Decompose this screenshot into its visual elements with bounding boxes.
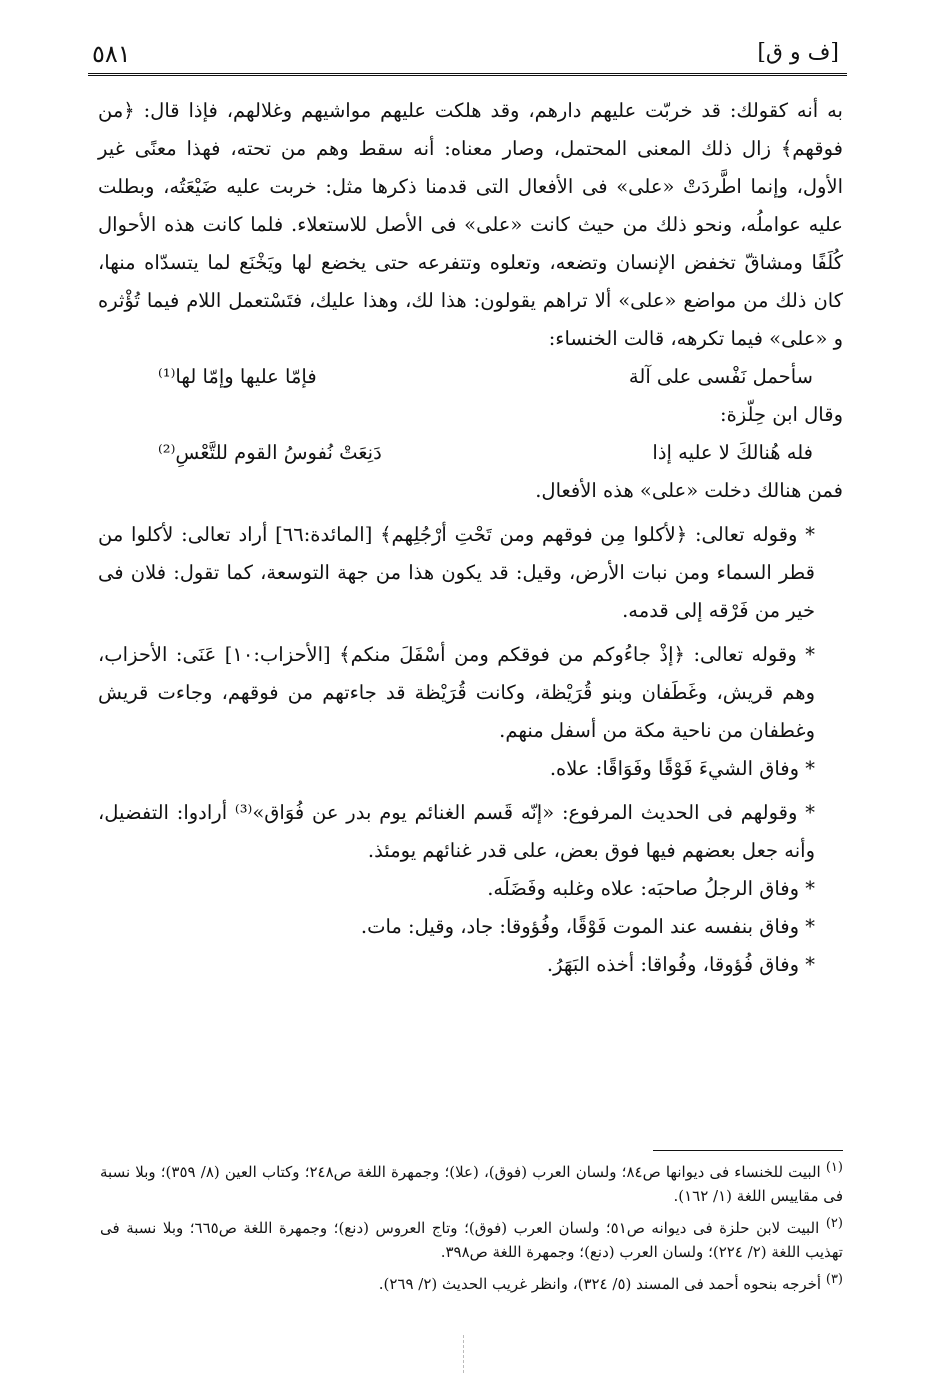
- page-number: ٥٨١: [92, 40, 131, 68]
- paragraph-faqa-3: * وفاق بنفسه عند الموت فَوْقًا، وفُؤوقا: جاد، وقيل: مات.: [360, 915, 815, 938]
- footnote-text: أخرجه بنحوه أحمد فى المسند (٥/ ٣٢٤)، وانظر غريب الحديث (٢/ ٢٦٩).: [378, 1275, 822, 1293]
- paragraph-faqa-2: * وفاق الرجلُ صاحبَه: علاه وغلبه وفَضَلَه.: [487, 877, 815, 900]
- footnote-3: [100, 1268, 843, 1296]
- main-text: [98, 92, 843, 984]
- verse-first-hemistich: فله هُنالكَ لا عليه إذا: [652, 441, 813, 464]
- verse-second-hemistich: دَنِعَتْ نُفوسُ القوم للتَّعْسِ⁽²⁾: [158, 441, 382, 464]
- verse-second-hemistich: فإمّا عليها وإمّا لها⁽¹⁾: [158, 365, 317, 388]
- footnote-text: البيت لابن حلزة فى ديوانه ص٥١؛ ولسان العرب (فوق)؛ وتاج العروس (دنع)؛ وجمهرة اللغة ص٦٦٥؛ وبلا نسبة فى تهذيب اللغة (٢/ ٢٢٤)؛ ولسان العرب (دنع)؛ وجمهرة اللغة ص٣٩٨.: [100, 1219, 843, 1261]
- page-header: [88, 36, 847, 76]
- header-rule: [88, 73, 847, 76]
- binding-gutter-line: [463, 1335, 464, 1373]
- footnote-1: [100, 1156, 843, 1208]
- verse-first-hemistich: سأحمل نَفْسى على آلة: [628, 365, 813, 388]
- paragraph-maida: * وقوله تعالى: ﴿لأكلوا مِن فوقهم ومن تَحْتِ أرْجُلِهم﴾ [المائدة:٦٦] أراد تعالى: لأكلوا من قطر السماء ومن نبات الأرض، وقيل: قد يكون هذا من جهة التوسعة، كما تقول: فلان فى خير من فَرْقه إلى قدمه.: [98, 523, 815, 622]
- paragraph-conclusion: فمن هنالك دخلت «على» هذه الأفعال.: [535, 479, 843, 502]
- footnote-text: البيت للخنساء فى ديوانها ص٨٤؛ ولسان العرب (فوق)، (علا)؛ وجمهرة اللغة ص٢٤٨؛ وكتاب العين (٨/ ٣٥٩)؛ وبلا نسبة فى مقاييس اللغة (١/ ١٦٢).: [100, 1163, 843, 1205]
- footnote-marker: (١): [825, 1160, 843, 1175]
- paragraph-hadith: * وقولهم فى الحديث المرفوع: «إنّه قَسم الغنائم يوم بدر عن فُوَاق»⁽³⁾ أرادوا: التفضيل، وأنه جعل بعضهم فيها فوق بعض، على قدر غنائهم يومئذ.: [98, 801, 815, 862]
- paragraph-faqa-4: * وفاق فُؤوقا، وفُواقا: أخذه البَهَرُ.: [546, 953, 815, 976]
- footnote-marker: (٣): [825, 1272, 843, 1287]
- paragraph-intro: به أنه كقولك: قد خربّت عليهم دارهم، وقد هلكت عليهم مواشيهم وغلالهم، فإذا قال: ﴿من فوقهم﴾ زال ذلك المعنى المحتمل، وصار معناه: أنه سقط وهم من تحته، فهذا معنًى غير الأول، وإنما اطَّردَتْ «على» فى الأفعال التى قدمنا ذكرها مثل: خربت عليه ضَيْعَتُه، وبطلت عليه عواملُه، ونحو ذلك من حيث كانت «على» فى الأصل للاستعلاء. فلما كانت هذه الأحوال كُلَفًا ومشاقّ تخفض الإنسان وتضعه، وتعلوه وتتفرعه حتى يخضع لها ويَخْنَع لما يتسدّاه منها، كان ذلك من مواضع «على» ألا تراهم يقولون: هذا لك، وهذا عليك، فتَسْتعمل اللام فيما تُؤْثره و «على» فيما تكرهه، قالت الخنساء:: [98, 99, 843, 350]
- root-letters-heading: [ف و ق]: [757, 40, 839, 65]
- verse-khansa: [98, 358, 843, 396]
- footnote-separator: [653, 1150, 843, 1151]
- footnotes: [100, 1156, 843, 1300]
- paragraph-ibn-hilliza: وقال ابن حِلّزة:: [720, 403, 843, 426]
- footnote-2: [100, 1212, 843, 1264]
- paragraph-ahzab: * وقوله تعالى: ﴿إذْ جاءُوكم من فوقكم ومن أسْفَلَ منكم﴾ [الأحزاب:١٠] عَنَى: الأحزاب، وهم قريش، وغَطَفان وبنو قُرَيْظة، وكانت قُرَيْظة قد جاءتهم من فوقهم، وجاءت قريش وغطفان من ناحية مكة من أسفل منهم.: [98, 643, 815, 742]
- verse-ibn-hilliza: [98, 434, 843, 472]
- footnote-marker: (٢): [825, 1216, 843, 1231]
- paragraph-faqa-1: * وفاق الشيءَ فَوْقًا وفَوَاقًا: علاه.: [549, 757, 815, 780]
